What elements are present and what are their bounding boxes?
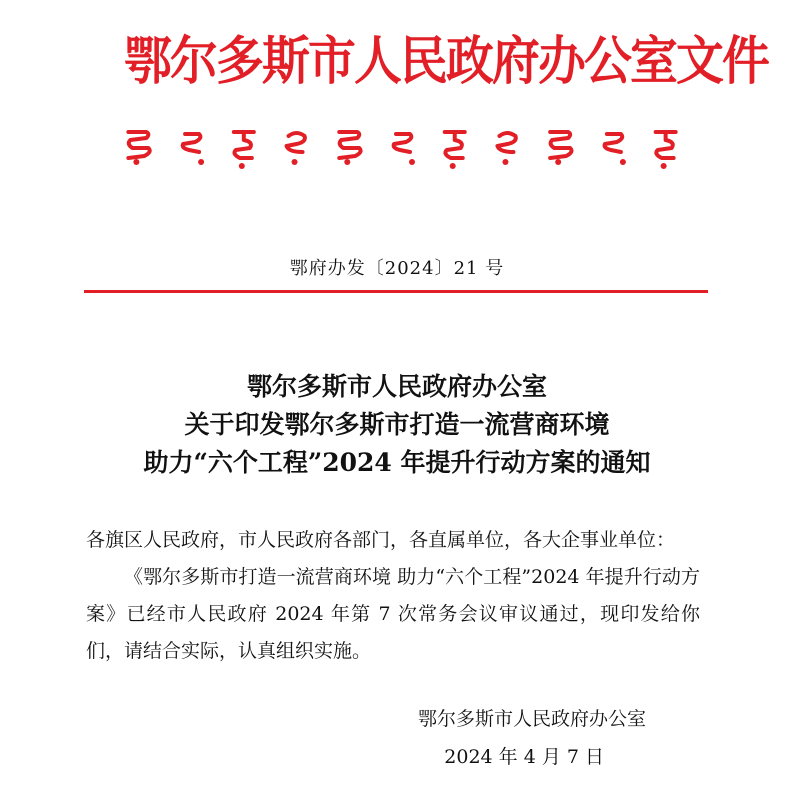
body-paragraph: 《鄂尔多斯市打造一流营商环境 助力“六个工程”2024 年提升行动方案》已经市人民政府 2024 年第 7 次常务会议审议通过，现印发给你们，请结合实际，认真组织实施。: [86, 566, 700, 662]
document-body: [86, 522, 700, 670]
red-separator-line: [84, 290, 708, 293]
title-line-1: 鄂尔多斯市人民政府办公室: [246, 372, 547, 401]
red-header-title: 鄂尔多斯市人民政府办公室文件: [124, 31, 769, 92]
mongolian-glyph: [394, 134, 415, 165]
mongolian-glyph: [656, 132, 676, 169]
document-number: 鄂府办发〔2024〕21 号: [289, 258, 505, 279]
title-line-2: 关于印发鄂尔多斯市打造一流营商环境: [184, 410, 610, 439]
signature-block: [360, 700, 690, 776]
mongolian-glyph: [550, 132, 571, 165]
mongolian-glyph: [497, 133, 515, 165]
document-title: [0, 368, 794, 482]
mongolian-glyph: [445, 132, 465, 169]
title-line-3: 助力“六个工程”2024 年提升行动方案的通知: [143, 448, 651, 477]
mongolian-glyph: [605, 134, 626, 165]
issue-date: 2024 年 4 月 7 日: [444, 746, 604, 768]
mongolian-script-header: [112, 118, 692, 178]
mongolian-glyph: [287, 133, 305, 165]
mongolian-glyph: [339, 132, 360, 165]
mongolian-glyph: [234, 132, 254, 169]
issuing-organization: 鄂尔多斯市人民政府办公室: [417, 708, 646, 730]
mongolian-glyph: [183, 134, 204, 165]
salutation: 各旗区人民政府，市人民政府各部门，各直属单位，各大企事业单位：: [86, 529, 676, 551]
mongolian-glyph: [128, 132, 149, 165]
